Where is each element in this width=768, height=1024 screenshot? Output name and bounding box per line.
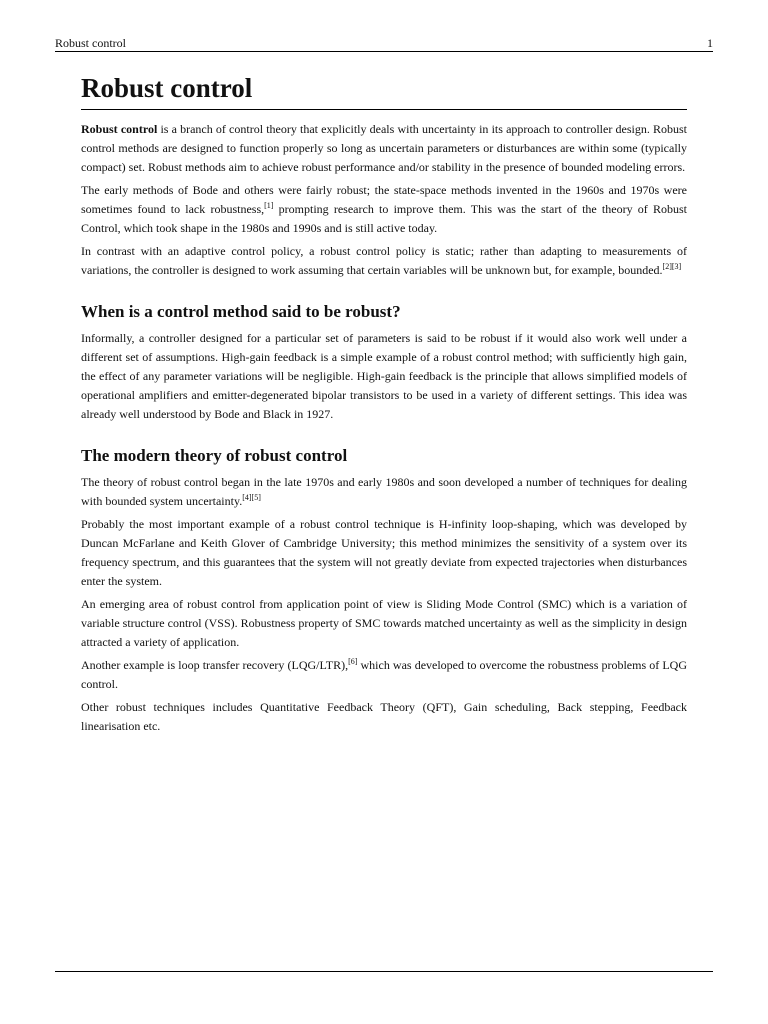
intro-paragraph-1-text: is a branch of control theory that explicitly deals with uncertainty in its approach to controller design. Robust control methods are designed to function properly so long as uncertain parameters or disturbances are within some (typically compact) set. Robust methods aim to achieve robust performance and/or stability in the presence of bounded modeling errors. — [81, 122, 687, 174]
section2-paragraph-4-text-a: Another example is loop transfer recovery (LQG/LTR), — [81, 658, 349, 672]
citation-link-4[interactable]: [4] — [242, 493, 252, 502]
running-header — [55, 36, 713, 51]
citation-link-5[interactable]: [5] — [251, 493, 261, 502]
running-title: Robust control — [55, 36, 126, 50]
section-heading-modern-theory: The modern theory of robust control — [81, 446, 348, 465]
citation-link-6[interactable]: [6] — [348, 657, 358, 666]
section2-paragraph-1-text: The theory of robust control began in the late 1970s and early 1980s and soon developed a number of techniques for dealing with bounded system uncertainty. — [81, 475, 687, 508]
section2-paragraph-1 — [81, 473, 687, 511]
section2-paragraph-5: Other robust techniques includes Quantitative Feedback Theory (QFT), Gain scheduling, Back stepping, Feedback linearisation etc. — [81, 700, 687, 733]
intro-paragraph-2-text-b: prompting research to improve them. This was the start of the theory of Robust Control, which took shape in the 1980s and 1990s and is still active today. — [81, 202, 687, 235]
section2-paragraph-3: An emerging area of robust control from application point of view is Sliding Mode Control (SMC) which is a variation of variable structure control (VSS). Robustness property of SMC towards matched uncertainty as well as the simplicity in design attracted a variety of application. — [81, 597, 687, 649]
intro-paragraph-3 — [81, 242, 687, 280]
citation-link-2[interactable]: [2] — [662, 262, 672, 271]
footer-rule — [55, 971, 713, 972]
title-rule — [81, 109, 687, 110]
section2-paragraph-4-text-b: which was developed to overcome the robustness problems of LQG control. — [81, 658, 687, 691]
intro-paragraph-1 — [81, 120, 687, 177]
intro-paragraph-2 — [81, 181, 687, 238]
section2-paragraph-2: Probably the most important example of a robust control technique is H-infinity loop-shaping, which was developed by Duncan McFarlane and Keith Glover of Cambridge University; this method minimizes the sensitivity of a system over its frequency spectrum, and this guarantees that the system will not greatly deviate from expected trajectories when disturbances enter the system. — [81, 517, 687, 588]
page-number: 1 — [707, 36, 713, 50]
intro-paragraph-3-text: In contrast with an adaptive control policy, a robust control policy is static; rather than adapting to measurements of variations, the controller is designed to work assuming that certain variables will be unknown but, for example, bounded. — [81, 244, 687, 277]
section1-paragraph-1: Informally, a controller designed for a particular set of parameters is said to be robust if it would also work well under a different set of assumptions. High-gain feedback is a simple example of a robust control method; with sufficiently high gain, the effect of any parameter variations will be negligible. High-gain feedback is the principle that allows simplified models of operational amplifiers and emitter-degenerated bipolar transistors to be used in a variety of different settings. This idea was already well understood by Bode and Black in 1927. — [81, 331, 687, 421]
article-title: Robust control — [81, 73, 253, 103]
section-heading-robust: When is a control method said to be robust? — [81, 302, 401, 321]
citation-link-1[interactable]: [1] — [264, 201, 274, 210]
section2-paragraph-4 — [81, 656, 687, 694]
citation-link-3[interactable]: [3] — [671, 262, 682, 271]
bold-term: Robust control — [81, 122, 158, 136]
article-body — [81, 70, 687, 740]
intro-paragraph-2-text-a: The early methods of Bode and others were fairly robust; the state-space methods invented in the 1960s and 1970s were sometimes found to lack robustness, — [81, 183, 687, 216]
header-rule — [55, 51, 713, 52]
